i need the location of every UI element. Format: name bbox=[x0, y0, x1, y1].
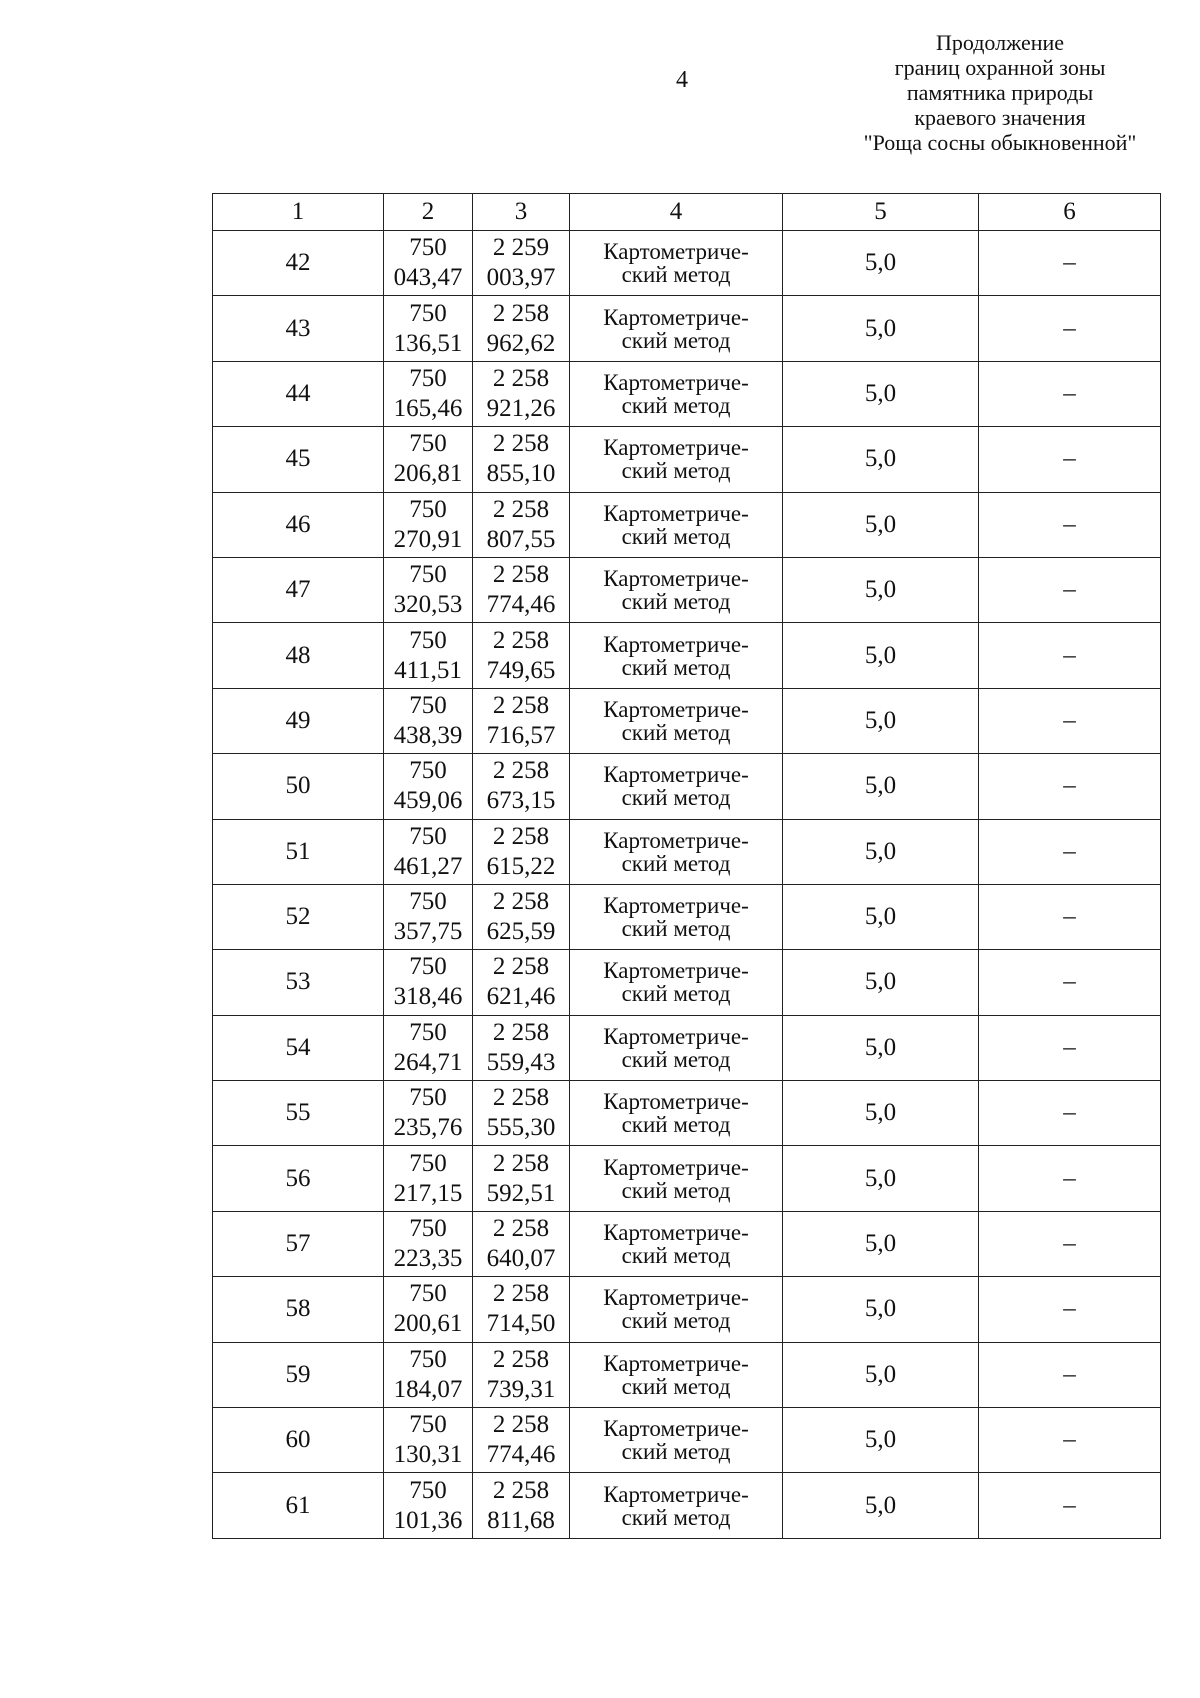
point-number-cell: 61 bbox=[213, 1473, 384, 1538]
table-row bbox=[213, 1015, 1161, 1080]
accuracy-cell: 5,0 bbox=[783, 231, 979, 296]
table-row bbox=[213, 1211, 1161, 1276]
table-header-row bbox=[213, 194, 1161, 231]
y-coordinate-part: 2 258 bbox=[492, 299, 550, 327]
y-coordinate-part: 2 259 bbox=[492, 234, 550, 262]
point-number-cell: 42 bbox=[213, 231, 384, 296]
method-text: ский метод bbox=[621, 1308, 731, 1334]
method-text: ский метод bbox=[621, 523, 731, 549]
accuracy-cell: 5,0 bbox=[783, 557, 979, 622]
method-text: Картометриче- bbox=[603, 1220, 749, 1246]
y-coordinate-part: 592,51 bbox=[486, 1179, 556, 1207]
accuracy-cell: 5,0 bbox=[783, 296, 979, 361]
y-coordinate-part: 615,22 bbox=[486, 852, 556, 880]
method-text: ский метод bbox=[621, 1439, 731, 1465]
table-body bbox=[213, 231, 1161, 1539]
note-cell: – bbox=[979, 1473, 1161, 1538]
y-coordinate-cell bbox=[473, 1473, 570, 1538]
method-cell bbox=[570, 492, 783, 557]
method-text: Картометриче- bbox=[603, 1416, 749, 1442]
x-coordinate-part: 223,35 bbox=[393, 1245, 463, 1273]
x-coordinate-part: 750 bbox=[409, 299, 447, 327]
method-cell bbox=[570, 688, 783, 753]
note-cell: – bbox=[979, 884, 1161, 949]
note-cell: – bbox=[979, 1408, 1161, 1473]
column-header: 1 bbox=[213, 194, 384, 231]
y-coordinate-cell bbox=[473, 361, 570, 426]
y-coordinate-cell bbox=[473, 623, 570, 688]
column-header: 3 bbox=[473, 194, 570, 231]
x-coordinate-cell bbox=[384, 1408, 473, 1473]
y-coordinate-part: 2 258 bbox=[492, 626, 550, 654]
x-coordinate-cell bbox=[384, 819, 473, 884]
method-text: ский метод bbox=[621, 1373, 731, 1399]
method-text: Картометриче- bbox=[603, 435, 749, 461]
y-coordinate-cell bbox=[473, 1146, 570, 1211]
y-coordinate-part: 2 258 bbox=[492, 561, 550, 589]
point-number-cell: 59 bbox=[213, 1342, 384, 1407]
method-text: ский метод bbox=[621, 1243, 731, 1269]
accuracy-cell: 5,0 bbox=[783, 492, 979, 557]
table-row bbox=[213, 1342, 1161, 1407]
note-cell: – bbox=[979, 950, 1161, 1015]
note-cell: – bbox=[979, 1015, 1161, 1080]
y-coordinate-cell bbox=[473, 492, 570, 557]
y-coordinate-part: 2 258 bbox=[492, 1215, 550, 1243]
header-line: краевого значения bbox=[914, 105, 1086, 130]
method-cell bbox=[570, 1277, 783, 1342]
y-coordinate-part: 962,62 bbox=[486, 329, 556, 357]
method-cell bbox=[570, 1081, 783, 1146]
note-cell: – bbox=[979, 1277, 1161, 1342]
table-row bbox=[213, 884, 1161, 949]
method-text: ский метод bbox=[621, 654, 731, 680]
accuracy-cell: 5,0 bbox=[783, 950, 979, 1015]
accuracy-cell: 5,0 bbox=[783, 1081, 979, 1146]
x-coordinate-cell bbox=[384, 1473, 473, 1538]
x-coordinate-part: 750 bbox=[409, 626, 447, 654]
table-row bbox=[213, 950, 1161, 1015]
coordinates-table bbox=[212, 193, 1161, 1539]
method-text: ский метод bbox=[621, 1112, 731, 1138]
x-coordinate-cell bbox=[384, 1081, 473, 1146]
table-row bbox=[213, 231, 1161, 296]
method-text: Картометриче- bbox=[603, 631, 749, 657]
page-number: 4 bbox=[676, 67, 688, 93]
y-coordinate-part: 555,30 bbox=[486, 1114, 556, 1142]
y-coordinate-cell bbox=[473, 1277, 570, 1342]
point-number-cell: 43 bbox=[213, 296, 384, 361]
x-coordinate-part: 750 bbox=[409, 691, 447, 719]
point-number-cell: 48 bbox=[213, 623, 384, 688]
y-coordinate-part: 739,31 bbox=[486, 1375, 556, 1403]
note-cell: – bbox=[979, 492, 1161, 557]
x-coordinate-part: 750 bbox=[409, 495, 447, 523]
table-row bbox=[213, 1146, 1161, 1211]
method-text: ский метод bbox=[621, 850, 731, 876]
document-header bbox=[830, 30, 1170, 155]
x-coordinate-part: 200,61 bbox=[393, 1310, 463, 1338]
method-cell bbox=[570, 1473, 783, 1538]
method-text: Картометриче- bbox=[603, 1285, 749, 1311]
method-text: ский метод bbox=[621, 1504, 731, 1530]
y-coordinate-cell bbox=[473, 557, 570, 622]
x-coordinate-part: 750 bbox=[409, 1215, 447, 1243]
y-coordinate-part: 714,50 bbox=[486, 1310, 556, 1338]
x-coordinate-part: 043,47 bbox=[393, 264, 463, 292]
y-coordinate-cell bbox=[473, 819, 570, 884]
header-line: Продолжение bbox=[935, 30, 1065, 55]
x-coordinate-part: 750 bbox=[409, 1476, 447, 1504]
method-cell bbox=[570, 427, 783, 492]
accuracy-cell: 5,0 bbox=[783, 884, 979, 949]
table-row bbox=[213, 754, 1161, 819]
accuracy-cell: 5,0 bbox=[783, 1015, 979, 1080]
y-coordinate-part: 2 258 bbox=[492, 888, 550, 916]
x-coordinate-cell bbox=[384, 1146, 473, 1211]
x-coordinate-part: 270,91 bbox=[393, 525, 463, 553]
column-header: 4 bbox=[570, 194, 783, 231]
method-text: ский метод bbox=[621, 981, 731, 1007]
method-cell bbox=[570, 754, 783, 819]
y-coordinate-part: 2 258 bbox=[492, 1280, 550, 1308]
note-cell: – bbox=[979, 623, 1161, 688]
x-coordinate-part: 461,27 bbox=[393, 852, 463, 880]
x-coordinate-cell bbox=[384, 884, 473, 949]
note-cell: – bbox=[979, 557, 1161, 622]
y-coordinate-part: 2 258 bbox=[492, 1149, 550, 1177]
x-coordinate-part: 357,75 bbox=[393, 918, 463, 946]
method-cell bbox=[570, 557, 783, 622]
point-number-cell: 56 bbox=[213, 1146, 384, 1211]
point-number-cell: 51 bbox=[213, 819, 384, 884]
x-coordinate-part: 750 bbox=[409, 1084, 447, 1112]
method-cell bbox=[570, 1146, 783, 1211]
y-coordinate-cell bbox=[473, 884, 570, 949]
header-line: памятника природы bbox=[906, 80, 1094, 105]
method-text: Картометриче- bbox=[603, 696, 749, 722]
x-coordinate-cell bbox=[384, 557, 473, 622]
x-coordinate-part: 459,06 bbox=[393, 787, 463, 815]
x-coordinate-part: 750 bbox=[409, 234, 447, 262]
y-coordinate-cell bbox=[473, 1342, 570, 1407]
note-cell: – bbox=[979, 1342, 1161, 1407]
point-number-cell: 58 bbox=[213, 1277, 384, 1342]
note-cell: – bbox=[979, 1211, 1161, 1276]
column-header: 6 bbox=[979, 194, 1161, 231]
y-coordinate-part: 003,97 bbox=[486, 264, 556, 292]
method-text: ский метод bbox=[621, 785, 731, 811]
method-cell bbox=[570, 296, 783, 361]
header-line: "Роща сосны обыкновенной" bbox=[863, 130, 1137, 155]
x-coordinate-part: 750 bbox=[409, 430, 447, 458]
y-coordinate-part: 673,15 bbox=[486, 787, 556, 815]
y-coordinate-part: 2 258 bbox=[492, 1476, 550, 1504]
x-coordinate-part: 750 bbox=[409, 822, 447, 850]
method-text: ский метод bbox=[621, 1177, 731, 1203]
method-text: ский метод bbox=[621, 458, 731, 484]
method-text: Картометриче- bbox=[603, 500, 749, 526]
method-text: Картометриче- bbox=[603, 369, 749, 395]
point-number-cell: 44 bbox=[213, 361, 384, 426]
y-coordinate-cell bbox=[473, 231, 570, 296]
method-cell bbox=[570, 1342, 783, 1407]
table-row bbox=[213, 819, 1161, 884]
method-text: Картометриче- bbox=[603, 1154, 749, 1180]
x-coordinate-part: 217,15 bbox=[393, 1179, 463, 1207]
method-text: Картометриче- bbox=[603, 1023, 749, 1049]
note-cell: – bbox=[979, 231, 1161, 296]
accuracy-cell: 5,0 bbox=[783, 1211, 979, 1276]
point-number-cell: 47 bbox=[213, 557, 384, 622]
y-coordinate-part: 2 258 bbox=[492, 364, 550, 392]
note-cell: – bbox=[979, 1081, 1161, 1146]
x-coordinate-part: 750 bbox=[409, 888, 447, 916]
table-row bbox=[213, 1408, 1161, 1473]
point-number-cell: 50 bbox=[213, 754, 384, 819]
note-cell: – bbox=[979, 819, 1161, 884]
x-coordinate-part: 750 bbox=[409, 757, 447, 785]
point-number-cell: 46 bbox=[213, 492, 384, 557]
accuracy-cell: 5,0 bbox=[783, 1277, 979, 1342]
method-cell bbox=[570, 231, 783, 296]
y-coordinate-part: 2 258 bbox=[492, 1411, 550, 1439]
x-coordinate-cell bbox=[384, 296, 473, 361]
x-coordinate-part: 750 bbox=[409, 1018, 447, 1046]
accuracy-cell: 5,0 bbox=[783, 623, 979, 688]
y-coordinate-cell bbox=[473, 688, 570, 753]
y-coordinate-part: 774,46 bbox=[486, 591, 556, 619]
y-coordinate-cell bbox=[473, 754, 570, 819]
note-cell: – bbox=[979, 1146, 1161, 1211]
method-text: ский метод bbox=[621, 392, 731, 418]
x-coordinate-part: 750 bbox=[409, 1411, 447, 1439]
x-coordinate-part: 750 bbox=[409, 1149, 447, 1177]
y-coordinate-part: 640,07 bbox=[486, 1245, 556, 1273]
x-coordinate-cell bbox=[384, 623, 473, 688]
point-number-cell: 49 bbox=[213, 688, 384, 753]
y-coordinate-cell bbox=[473, 1081, 570, 1146]
accuracy-cell: 5,0 bbox=[783, 1408, 979, 1473]
y-coordinate-part: 2 258 bbox=[492, 953, 550, 981]
point-number-cell: 53 bbox=[213, 950, 384, 1015]
method-text: ский метод bbox=[621, 589, 731, 615]
accuracy-cell: 5,0 bbox=[783, 1473, 979, 1538]
note-cell: – bbox=[979, 296, 1161, 361]
method-text: ский метод bbox=[621, 262, 731, 288]
method-text: Картометриче- bbox=[603, 566, 749, 592]
method-text: ский метод bbox=[621, 719, 731, 745]
table-row bbox=[213, 1081, 1161, 1146]
point-number-cell: 54 bbox=[213, 1015, 384, 1080]
method-cell bbox=[570, 950, 783, 1015]
method-text: ский метод bbox=[621, 1046, 731, 1072]
method-cell bbox=[570, 884, 783, 949]
x-coordinate-cell bbox=[384, 1211, 473, 1276]
x-coordinate-cell bbox=[384, 1015, 473, 1080]
x-coordinate-part: 264,71 bbox=[393, 1048, 463, 1076]
y-coordinate-part: 716,57 bbox=[486, 721, 556, 749]
method-text: Картометриче- bbox=[603, 1481, 749, 1507]
method-text: Картометриче- bbox=[603, 958, 749, 984]
method-text: Картометриче- bbox=[603, 893, 749, 919]
y-coordinate-part: 2 258 bbox=[492, 495, 550, 523]
table-row bbox=[213, 1473, 1161, 1538]
accuracy-cell: 5,0 bbox=[783, 819, 979, 884]
table-row bbox=[213, 361, 1161, 426]
x-coordinate-part: 130,31 bbox=[393, 1441, 463, 1469]
point-number-cell: 57 bbox=[213, 1211, 384, 1276]
method-cell bbox=[570, 819, 783, 884]
y-coordinate-part: 2 258 bbox=[492, 1084, 550, 1112]
y-coordinate-part: 2 258 bbox=[492, 691, 550, 719]
y-coordinate-part: 2 258 bbox=[492, 1345, 550, 1373]
method-text: Картометриче- bbox=[603, 1089, 749, 1115]
y-coordinate-part: 811,68 bbox=[487, 1506, 555, 1534]
x-coordinate-cell bbox=[384, 754, 473, 819]
table-row bbox=[213, 557, 1161, 622]
point-number-cell: 52 bbox=[213, 884, 384, 949]
x-coordinate-part: 750 bbox=[409, 561, 447, 589]
point-number-cell: 55 bbox=[213, 1081, 384, 1146]
x-coordinate-part: 750 bbox=[409, 364, 447, 392]
note-cell: – bbox=[979, 688, 1161, 753]
x-coordinate-cell bbox=[384, 1277, 473, 1342]
y-coordinate-cell bbox=[473, 1211, 570, 1276]
accuracy-cell: 5,0 bbox=[783, 688, 979, 753]
method-cell bbox=[570, 623, 783, 688]
method-cell bbox=[570, 1408, 783, 1473]
method-text: Картометриче- bbox=[603, 304, 749, 330]
table-row bbox=[213, 296, 1161, 361]
x-coordinate-part: 750 bbox=[409, 953, 447, 981]
header-line: границ охранной зоны bbox=[894, 55, 1106, 80]
table-row bbox=[213, 427, 1161, 492]
x-coordinate-cell bbox=[384, 427, 473, 492]
method-cell bbox=[570, 361, 783, 426]
note-cell: – bbox=[979, 427, 1161, 492]
table-row bbox=[213, 492, 1161, 557]
x-coordinate-cell bbox=[384, 688, 473, 753]
y-coordinate-part: 2 258 bbox=[492, 757, 550, 785]
accuracy-cell: 5,0 bbox=[783, 361, 979, 426]
x-coordinate-part: 101,36 bbox=[393, 1506, 463, 1534]
x-coordinate-part: 136,51 bbox=[393, 329, 463, 357]
accuracy-cell: 5,0 bbox=[783, 1342, 979, 1407]
method-cell bbox=[570, 1211, 783, 1276]
method-text: Картометриче- bbox=[603, 762, 749, 788]
x-coordinate-cell bbox=[384, 231, 473, 296]
table-row bbox=[213, 623, 1161, 688]
x-coordinate-part: 750 bbox=[409, 1280, 447, 1308]
y-coordinate-cell bbox=[473, 296, 570, 361]
method-text: Картометриче- bbox=[603, 827, 749, 853]
x-coordinate-part: 438,39 bbox=[393, 721, 463, 749]
x-coordinate-cell bbox=[384, 361, 473, 426]
x-coordinate-part: 318,46 bbox=[393, 983, 463, 1011]
y-coordinate-part: 2 258 bbox=[492, 822, 550, 850]
table-row bbox=[213, 688, 1161, 753]
x-coordinate-part: 411,51 bbox=[394, 656, 462, 684]
y-coordinate-part: 621,46 bbox=[486, 983, 556, 1011]
note-cell: – bbox=[979, 361, 1161, 426]
accuracy-cell: 5,0 bbox=[783, 754, 979, 819]
column-header: 2 bbox=[384, 194, 473, 231]
accuracy-cell: 5,0 bbox=[783, 427, 979, 492]
x-coordinate-part: 235,76 bbox=[393, 1114, 463, 1142]
point-number-cell: 45 bbox=[213, 427, 384, 492]
y-coordinate-part: 774,46 bbox=[486, 1441, 556, 1469]
x-coordinate-part: 320,53 bbox=[393, 591, 463, 619]
x-coordinate-part: 184,07 bbox=[393, 1375, 463, 1403]
x-coordinate-cell bbox=[384, 492, 473, 557]
x-coordinate-cell bbox=[384, 950, 473, 1015]
column-header: 5 bbox=[783, 194, 979, 231]
y-coordinate-cell bbox=[473, 1408, 570, 1473]
y-coordinate-part: 559,43 bbox=[486, 1048, 556, 1076]
accuracy-cell: 5,0 bbox=[783, 1146, 979, 1211]
y-coordinate-part: 625,59 bbox=[486, 918, 556, 946]
y-coordinate-part: 749,65 bbox=[486, 656, 556, 684]
y-coordinate-part: 2 258 bbox=[492, 1018, 550, 1046]
y-coordinate-part: 2 258 bbox=[492, 430, 550, 458]
method-text: Картометриче- bbox=[603, 239, 749, 265]
y-coordinate-part: 855,10 bbox=[486, 460, 556, 488]
point-number-cell: 60 bbox=[213, 1408, 384, 1473]
method-cell bbox=[570, 1015, 783, 1080]
y-coordinate-part: 921,26 bbox=[486, 394, 556, 422]
method-text: Картометриче- bbox=[603, 1350, 749, 1376]
x-coordinate-part: 165,46 bbox=[393, 394, 463, 422]
x-coordinate-part: 206,81 bbox=[393, 460, 463, 488]
y-coordinate-cell bbox=[473, 427, 570, 492]
note-cell: – bbox=[979, 754, 1161, 819]
y-coordinate-cell bbox=[473, 1015, 570, 1080]
x-coordinate-part: 750 bbox=[409, 1345, 447, 1373]
y-coordinate-part: 807,55 bbox=[486, 525, 556, 553]
y-coordinate-cell bbox=[473, 950, 570, 1015]
method-text: ский метод bbox=[621, 327, 731, 353]
method-text: ский метод bbox=[621, 916, 731, 942]
table-row bbox=[213, 1277, 1161, 1342]
x-coordinate-cell bbox=[384, 1342, 473, 1407]
